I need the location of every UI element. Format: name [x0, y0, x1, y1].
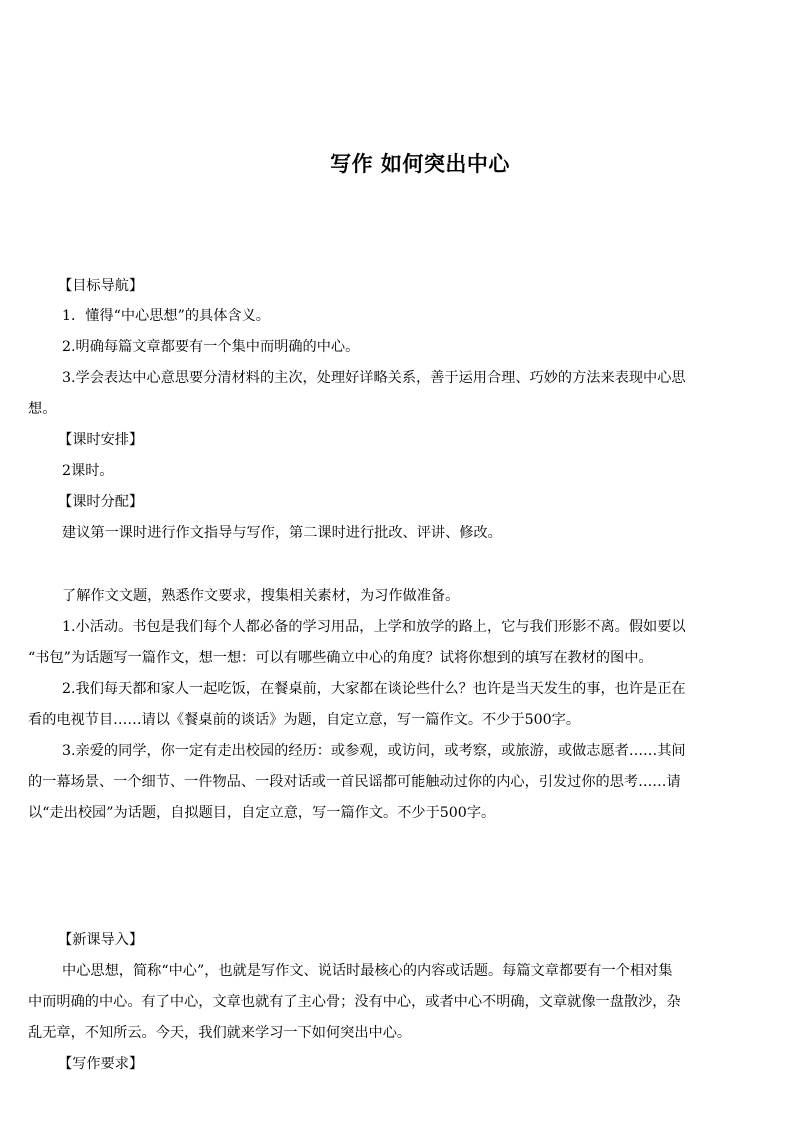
section-heading-allocation: 【课时分配】: [58, 494, 144, 510]
section-heading-intro: 【新课导入】: [58, 932, 144, 948]
section-heading-schedule: 【课时安排】: [58, 432, 144, 448]
task-3-line-1: 3.亲爱的同学，你一定有走出校园的经历：或参观，或访问，或考察，或旅游，或做志愿者……其间: [62, 743, 686, 759]
intro-line-1: 中心思想，简称“中心”，也就是写作文、说话时最核心的内容或话题。每篇文章都要有一个相对集: [62, 963, 673, 979]
task-2-line-1: 2.我们每天都和家人一起吃饭，在餐桌前，大家都在谈论些什么？也许是当天发生的事，也许是正在: [62, 681, 686, 697]
task-2-line-2: 看的电视节目……请以《餐桌前的谈话》为题，自定立意，写一篇作文。不少于500字。: [28, 712, 581, 728]
allocation-text: 建议第一课时进行作文指导与写作，第二课时进行批改、评讲、修改。: [62, 525, 502, 541]
schedule-text: 2课时。: [62, 463, 114, 479]
section-heading-requirements: 【写作要求】: [58, 1056, 144, 1072]
goal-item-3: 3.学会表达中心意思要分清材料的主次，处理好详略关系，善于运用合理、巧妙的方法来表现中心思: [62, 370, 686, 386]
goal-item-2: 2.明确每篇文章都要有一个集中而明确的中心。: [62, 339, 360, 355]
page-title: 写作 如何突出中心: [330, 152, 510, 176]
task-3-line-3: 以“走出校园”为话题，自拟题目，自定立意，写一篇作文。不少于500字。: [28, 805, 496, 821]
task-1-line-1: 1.小活动。书包是我们每个人都必备的学习用品，上学和放学的路上，它与我们形影不离。假如要以: [62, 619, 686, 635]
prep-text: 了解作文文题，熟悉作文要求，搜集相关素材，为习作做准备。: [62, 588, 460, 604]
section-heading-goals: 【目标导航】: [58, 278, 144, 294]
task-1-line-2: “书包”为话题写一篇作文，想一想：可以有哪些确立中心的角度？试将你想到的填写在教材的图中。: [28, 650, 653, 666]
goal-item-3-cont: 想。: [28, 401, 57, 417]
intro-line-2: 中而明确的中心。有了中心，文章也就有了主心骨；没有中心，或者中心不明确，文章就像一盘散沙，杂: [28, 994, 681, 1010]
task-3-line-2: 的一幕场景、一个细节、一件物品、一段对话或一首民谣都可能触动过你的内心，引发过你的思考……请: [28, 774, 681, 790]
goal-item-1: 1．懂得“中心思想”的具体含义。: [62, 308, 270, 324]
intro-line-3: 乱无章，不知所云。今天，我们就来学习一下如何突出中心。: [28, 1025, 412, 1041]
